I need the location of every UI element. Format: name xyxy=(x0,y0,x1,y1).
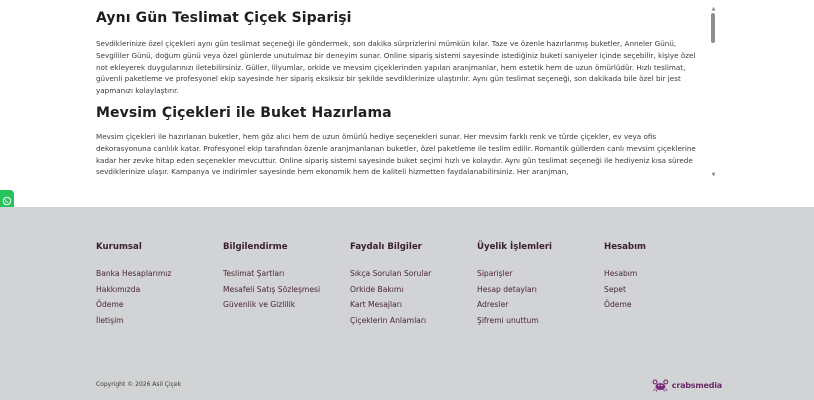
footer-link[interactable]: Banka Hesaplarımız xyxy=(96,269,172,278)
footer-link[interactable]: Ödeme xyxy=(604,300,632,310)
footer-link[interactable]: Hesap detayları xyxy=(477,284,537,294)
footer-link[interactable]: İletişim xyxy=(96,316,124,326)
content-scrollbar[interactable] xyxy=(710,6,717,178)
whatsapp-icon xyxy=(2,196,12,206)
section-title: Mevsim Çiçekleri ile Buket Hazırlama xyxy=(96,105,392,121)
footer-link[interactable]: Orkide Bakımı xyxy=(350,284,404,294)
footer-link[interactable]: Sıkça Sorulan Sorular xyxy=(350,269,432,278)
crab-logo-icon xyxy=(652,376,669,394)
footer-column-title: Kurumsal xyxy=(96,242,142,252)
footer-column-title: Bilgilendirme xyxy=(223,242,288,252)
footer-link[interactable]: Adresler xyxy=(477,300,509,310)
footer-link[interactable]: Güvenlik ve Gizlilik xyxy=(223,300,296,310)
scroll-thumb[interactable] xyxy=(711,13,715,43)
footer-link[interactable]: Siparişler xyxy=(477,269,513,278)
footer-link[interactable]: Çiçeklerin Anlamları xyxy=(350,316,427,326)
footer xyxy=(0,207,814,400)
footer-link[interactable]: Hesabım xyxy=(604,269,638,278)
footer-column-bilgilendirme xyxy=(223,242,348,313)
footer-column-faydali-bilgiler xyxy=(350,242,475,329)
footer-link[interactable]: Teslimat Şartları xyxy=(223,269,285,278)
section-body: Sevdiklerinize özel çiçekleri aynı gün teslimat seçeneği ile göndermek, son dakika sürprizlerini mümkün kılar. Taze ve özenle hazırlanmış buketler, Anneler Günü, Sevgililer Günü, doğum günü veya özel günlerde unutulmaz bir deneyim sunar. Online sipariş sistemi sayesinde istediğiniz buketi saniyeler içinde seçebilir, kişiye özel not ekleyerek duygularınızı iletebilirsiniz. Güller, lilyumlar, orkide ve mevsim çiçeklerinden yapılan aranjmanlar, hem estetik hem de uzun ömürlüdür. Hızlı teslimat, güvenli paketleme ve profesyonel ekip sayesinde her sipariş eksiksiz bir şekilde sevdiklerinize ulaştırılır. Aynı gün teslimat seçeneği, son dakikada bile özel bir jest yapmanızı kolaylaştırır. xyxy=(96,39,696,96)
footer-column-title: Faydalı Bilgiler xyxy=(350,242,422,252)
footer-link[interactable]: Mesafeli Satış Sözleşmesi xyxy=(223,284,321,294)
footer-column-title: Üyelik İşlemleri xyxy=(477,242,553,252)
footer-column-title: Hesabım xyxy=(604,242,646,252)
section-body: Mevsim çiçekleri ile hazırlanan buketler, hem göz alıcı hem de uzun ömürlü hediye seçenekleri sunar. Her mevsim farklı renk ve türde çiçekler, ev veya ofis dekorasyonuna canlılık katar. Profesyonel ekip tarafından özenle aranjmanlanan buketler, özel paketleme ile teslim edilir. Romantik güllerden canlı mevsim çiçeklerine kadar her zevke hitap eden seçenekler mevcuttur. Online sipariş sistemi sayesinde buket seçimi hızlı ve kolaydır. Aynı gün teslimat seçeneği ile hediyeniz kısa sürede sevdiklerinize ulaşır. Kampanya ve indirimler sayesinde hem ekonomik hem de kaliteli hizmetten faydalanabilirsiniz. Her aranjman, xyxy=(96,132,696,177)
crabsmedia-logo-link[interactable] xyxy=(652,375,722,395)
copyright-text: Copyright © 2026 Asil Çiçek xyxy=(96,381,182,388)
footer-link[interactable]: Şifremi unuttum xyxy=(477,316,539,326)
scroll-down-icon[interactable]: ▼ xyxy=(711,172,716,178)
footer-column-uyelik-islemleri xyxy=(477,242,602,329)
footer-column-hesabim xyxy=(604,242,729,313)
section-title: Aynı Gün Teslimat Çiçek Siparişi xyxy=(96,10,352,26)
footer-column-kurumsal xyxy=(96,242,221,329)
brand-name: crabsmedia xyxy=(671,380,722,390)
footer-link[interactable]: Hakkımızda xyxy=(96,284,141,294)
scroll-up-icon[interactable]: ▲ xyxy=(711,6,716,12)
footer-link[interactable]: Kart Mesajları xyxy=(350,300,402,310)
footer-link[interactable]: Ödeme xyxy=(96,300,124,310)
footer-link[interactable]: Sepet xyxy=(604,284,626,294)
